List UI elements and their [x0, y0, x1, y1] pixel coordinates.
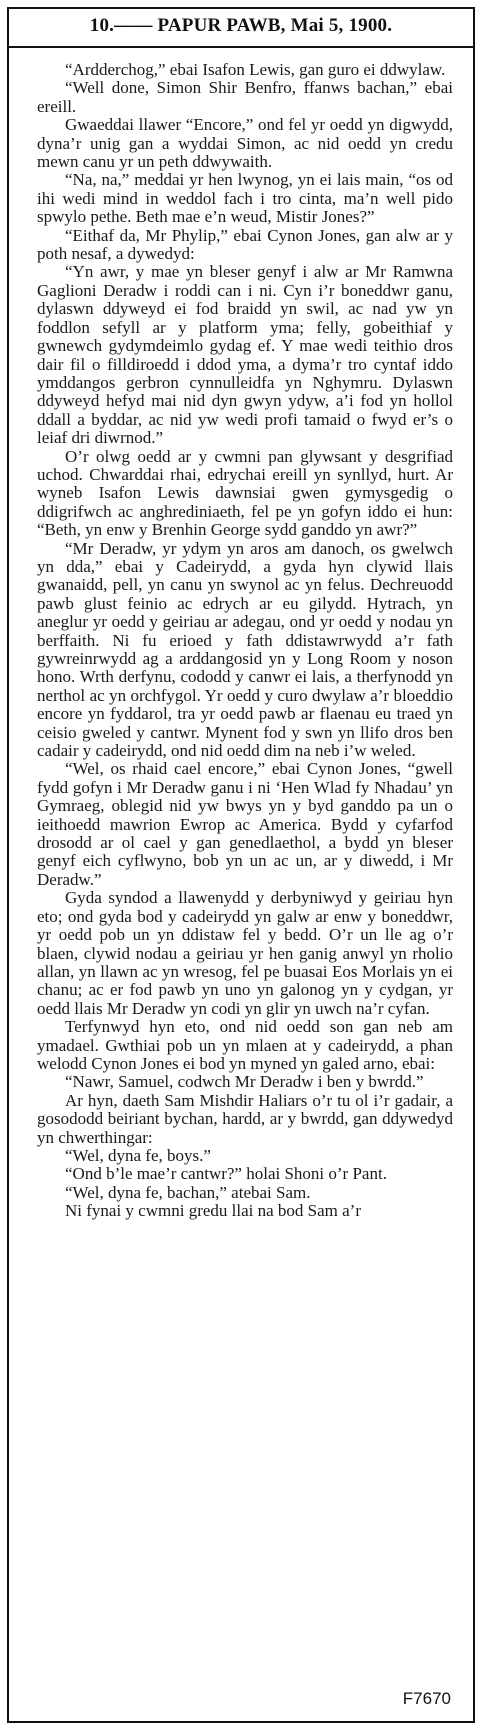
- page-header: [9, 15, 473, 37]
- paragraph: “Well done, Simon Shir Benfro, ffanws bachan,” ebai ereill.: [37, 78, 453, 116]
- paragraph: “Ardderchog,” ebai Isafon Lewis, gan guro ei ddwylaw.: [65, 60, 446, 79]
- archive-code: F7670: [402, 1689, 451, 1708]
- paragraph: Ni fynai y cwmni gredu llai na bod Sam a’r: [65, 1201, 362, 1221]
- paragraph: Gyda syndod a llawenydd y derbyniwyd y geiriau hyn eto; ond gyda bod y cadeirydd yn galw ar enw y boneddwr, yr oedd pob un yn ddistaw fel y bedd. O’r un lle ag o’r blaen, clywid nodau a geiriau yr hen ganig anwyl yn rholio allan, yn llawn ac yn wresog, fel pe buasai Eos Morlais yn ei chanu; ac er fod pawb yn uno yn galonog yn y cydgan, yr oedd llais Mr Deradw yn codi yn glir yn uwch na’r cyfan.: [37, 888, 453, 1018]
- paragraph: “Wel, os rhaid cael encore,” ebai Cynon Jones, “gwell fydd gofyn i Mr Deradw ganu i ni ‘Hen Wlad fy Nhadau’ yn Gymraeg, oblegid nid yw bwys yn y byd ganddo pa un o ieithoedd mawrion Ewrop ac America. Bydd y cyfarfod drosodd ar ol cael y gan genedlaethol, a bydd yn bleser genyf eich cyflwyno, bob yn un ac un, ar y diwedd, i Mr Deradw.”: [37, 759, 453, 889]
- paragraph: “Eithaf da, Mr Phylip,” ebai Cynon Jones, gan alw ar y poth nesaf, a dywedyd:: [37, 225, 453, 264]
- header-dash-2: —: [133, 15, 153, 36]
- header-dash: —: [114, 15, 134, 36]
- article-body: [37, 61, 453, 1221]
- paragraph: Ar hyn, daeth Sam Mishdir Haliars o’r tu ol i’r gadair, a gosododd beiriant bychan, hardd, ar y bwrdd, gan ddywedyd yn chwerthingar:: [37, 1090, 453, 1147]
- paragraph: O’r olwg oedd ar y cwmni pan glywsant y desgrifiad uchod. Chwarddai rhai, edrychai ereill yn synllyd, hurt. Ar wyneb Isafon Lewis dawnsiai gwen gymysgedig o ddigrifwch ac anghrediniaeth, fel pe yn gofyn iddo ei hun: “Beth, yn enw y Brenhin George sydd ganddo yn awr?”: [37, 446, 453, 540]
- header-rule: [9, 46, 473, 48]
- paragraph: “Ond b’le mae’r cantwr?” holai Shoni o’r Pant.: [65, 1164, 387, 1184]
- paragraph: “Nawr, Samuel, codwch Mr Deradw i ben y bwrdd.”: [65, 1072, 424, 1092]
- issue-date: Mai 5, 1900.: [290, 15, 393, 36]
- paragraph: “Mr Deradw, yr ydym yn aros am danoch, os gwelwch yn dda,” ebai y Cadeirydd, a gyda hyn clywid llais gwanaidd, pell, yn canu yn swynol ac yn felus. Dechreuodd pawb glust feinio ac edrych ar eu gilydd. Hytrach, yn aneglur yr oedd y geiriau ar adegau, ond yr oedd y nodau yn berffaith. Ni fu erioed y fath ddistawrwydd a’r fath gywreinrwydd ag a arddangosid yn y Long Room y noson hono. Wrth derfynu, cododd y canwr ei lais, a therfynodd yn nerthol ac yn orchfygol. Yr oedd y curo dwylaw a’r bloeddio encore yn fyddarol, tra yr oedd pawb ar flaenau eu traed yn ceisio gweled y cantwr. Mynent fod y swn yn llifo dros ben cadair y cadeirydd, ond nid oedd dim na neb i’w weled.: [37, 538, 453, 761]
- paragraph: “Wel, dyna fe, boys.”: [65, 1145, 211, 1165]
- paragraph: Terfynwyd hyn eto, ond nid oedd son gan neb am ymadael. Gwthiai pob un yn mlaen at y cadeirydd, a phan welodd Cynon Jones ei bod yn myned yn galed arno, ebai:: [37, 1017, 453, 1073]
- page-border: [7, 7, 475, 1723]
- paragraph: “Yn awr, y mae yn bleser genyf i alw ar Mr Ramwna Gaglioni Deradw i roddi can i ni. Cyn i’r boneddwr ganu, dylaswn ddyweyd ei fod braidd yn swil, ac nad yw yn foddlon sefyll ar y platform yma; felly, gobeithiaf y gwnewch gydymdeimlo gydag ef. Y mae wedi teithio dros dair fil o filldiroedd i ddod yma, a dyma’r tro cyntaf iddo ymddangos gerbron cynnulleidfa yn Nghymru. Dylaswn ddyweyd hefyd mai nid dyn gwyn ydyw, a’i fod yn hollol ddall a byddar, ac nid yw wedi profi tamaid o fwyd er’s o leiaf dri diwrnod.”: [37, 262, 453, 448]
- page-number: 10.: [89, 15, 115, 36]
- paragraph: “Na, na,” meddai yr hen lwynog, yn ei lais main, “os od ihi wedi mind in weddol fach i tro cinta, ma’n well pido spwylo pethe. Beth mae e’n weud, Mistir Jones?”: [37, 170, 453, 227]
- paragraph: “Wel, dyna fe, bachan,” atebai Sam.: [65, 1182, 311, 1202]
- paragraph: Gwaeddai llawer “Encore,” ond fel yr oedd yn digwydd, dyna’r unig gan a wyddai Simon, ac nid oedd yn credu mewn canu yr un peth ddwywaith.: [37, 115, 453, 172]
- publication-name: PAPUR PAWB,: [157, 15, 286, 36]
